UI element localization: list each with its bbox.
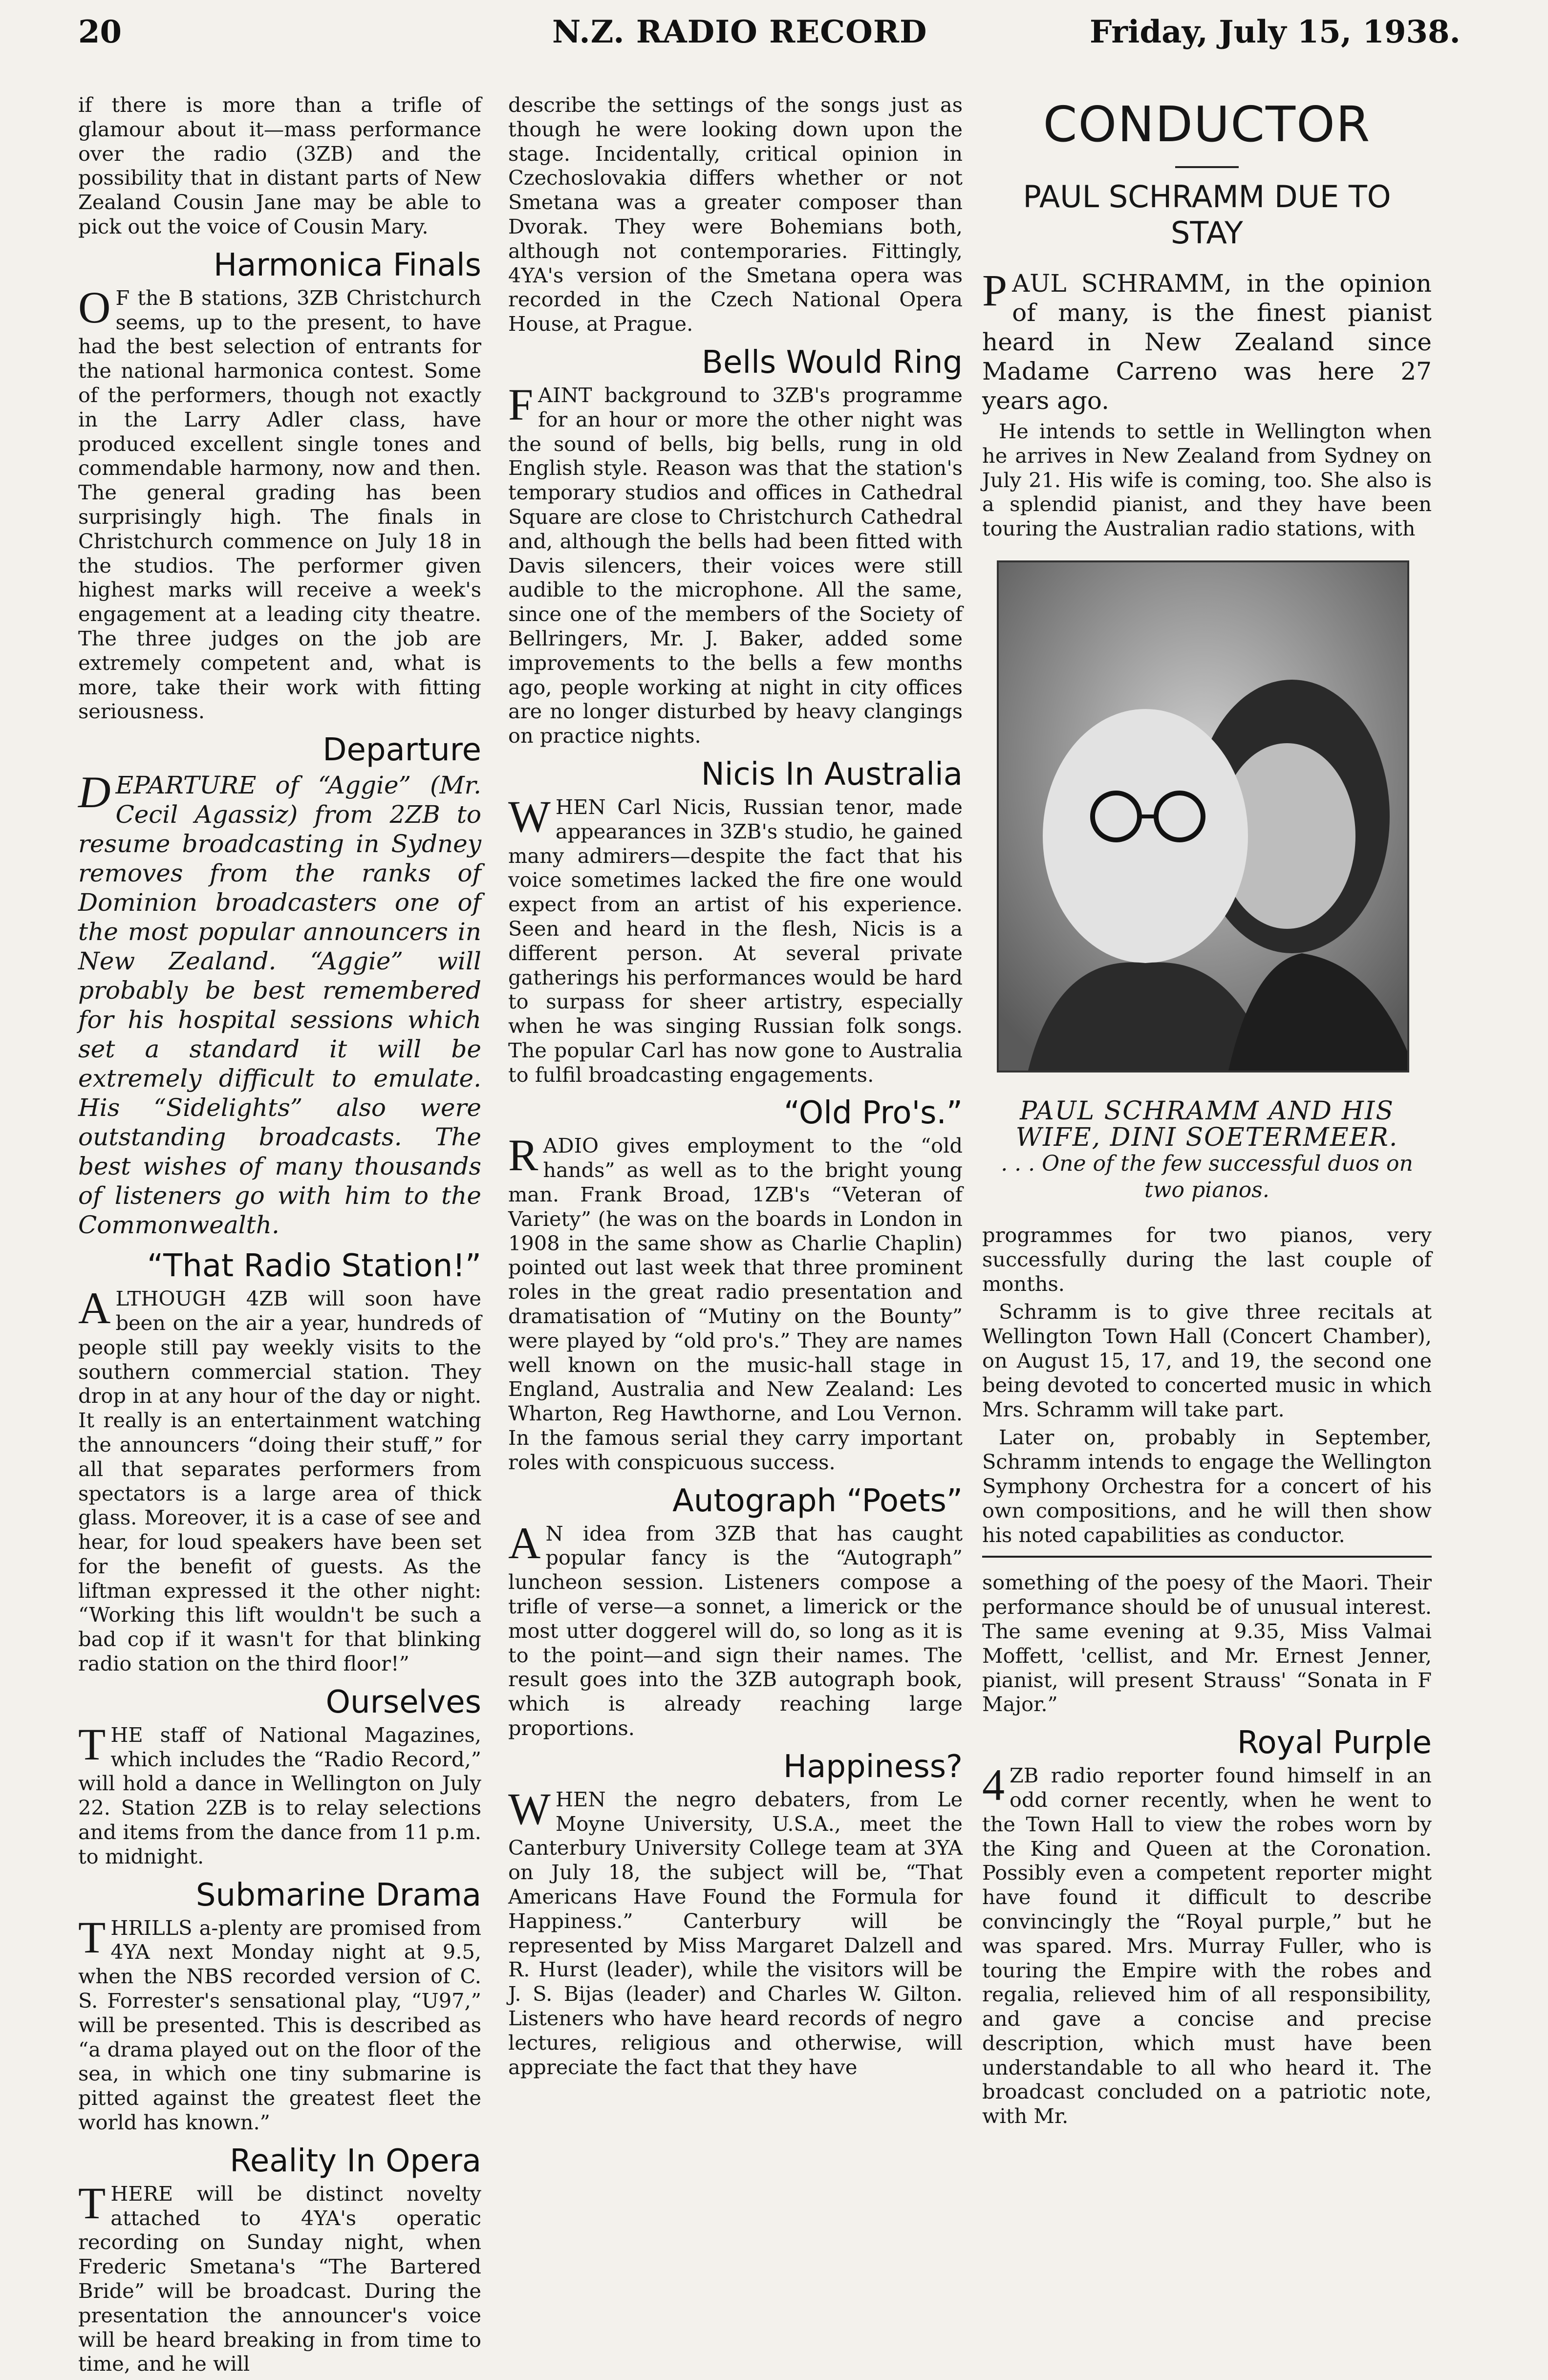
feature-title: CONDUCTOR [1043, 96, 1371, 153]
portrait-photo [997, 560, 1409, 1072]
article-that-radio-station: ALTHOUGH 4ZB will soon have been on the air a year, hundreds of people still pay weekly visits to the southern commercial station. They drop in at any hour of the day or night. It really is an entertainment watching the announcers “doing their stuff,” for all that separates performers from spectators is a large area of thick glass. Moreover, it is a case of see and hear, for loud speakers have been set for the benefit of guests. As the liftman expressed it the other night: “Working this lift wouldn't be such a bad cop if it wasn't for that blinking radio station on the third floor!” [78, 1283, 481, 1676]
feature-paragraph: Later on, probably in September, Schramm intends to engage the Wellington Symphony Orchestra for a concert of his own compositions, and he will then show his noted capabilities as conductor. [982, 1425, 1432, 1547]
heading-old-pros: “Old Pro's.” [784, 1095, 963, 1132]
drop-cap: 4 [982, 1760, 1005, 1810]
article-bells-would-ring: FAINT background to 3ZB's programme for an hour or more the other night was the sound of bells, big bells, rung in old English style. Reason was that the station's temporary studios and offices in Cathedral Square are close to Christchurch Cathedral and, although the bells had been fitted with Davis silencers, their voices were still audible to the microphone. All the same, since one of the members of the Society of Bellringers, Mr. J. Baker, added some improvements to the bells a few months ago, people working at night in city offices are no longer disturbed by heavy clangings on practice nights. [508, 379, 963, 748]
drop-cap: O [78, 282, 111, 332]
drop-cap: T [78, 1912, 106, 1962]
drop-cap: P [982, 265, 1008, 315]
column-1 [78, 93, 481, 2380]
drop-cap: F [508, 379, 534, 429]
title-rule [1175, 166, 1239, 168]
feature-subtitle: PAUL SCHRAMM DUE TO STAY [1023, 179, 1391, 251]
masthead: N.Z. RADIO RECORD [552, 14, 927, 50]
heading-autograph-poets: Autograph “Poets” [672, 1482, 963, 1519]
feature-paragraph: He intends to settle in Wellington when he arrives in New Zealand from Sydney on July 21. His wife is coming, too. She also is a splendid pianist, and they have been touring the Australian radio stations, with [982, 419, 1432, 541]
heading-harmonica-finals: Harmonica Finals [214, 247, 481, 283]
page-header [0, 14, 1548, 72]
article-continuation: if there is more than a trifle of glamour about it—mass performance over the radio (3ZB) and the possibility that in distant parts of New Zealand Cousin Jane may be able to pick out the voice of Cousin Mary. [78, 93, 481, 238]
drop-cap: A [78, 1283, 111, 1333]
article-departure: DEPARTURE of “Aggie” (Mr. Cecil Agassiz) from 2ZB to resume broadcasting in Sydney removes from the ranks of Dominion broadcasters one of the most popular announcers in New Zealand. “Aggie” will probably be best remembered for his hospital sessions which set a standard it will be extremely difficult to emulate. His “Sidelights” also were outstanding broadcasts. The best wishes of many thousands of listeners go with him to the Commonwealth. [78, 767, 481, 1240]
drop-cap: A [508, 1518, 541, 1568]
column-3 [982, 93, 1432, 2132]
article-reality-in-opera: THERE will be distinct novelty attached to 4YA's operatic recording on Sunday night, when Frederic Smetana's “The Bartered Bride” will be broadcast. During the presentation the announcer's voice will be heard breaking in from time to time, and he will [78, 2178, 481, 2376]
drop-cap: R [508, 1130, 538, 1180]
article-autograph-poets: A N idea from 3ZB that has caught popular fancy is the “Autograph” luncheon session. Listeners compose a trifle of verse—a sonnet, a limerick or the most utter doggerel will do, so long as it is to the point—and sign their names. The result goes into the 3ZB autograph book, which is already reaching large proportions. [508, 1518, 963, 1740]
caption-names: PAUL SCHRAMM AND HIS WIFE, DINI SOETERMEER. [1015, 1096, 1398, 1152]
feature-paragraph: programmes for two pianos, very successfully during the last couple of months. [982, 1222, 1432, 1296]
article-happiness: WHEN the negro debaters, from Le Moyne University, U.S.A., meet the Canterbury University College team at 3YA on July 18, the subject will be, “That Americans Have Found the Formula for Happiness.” Canterbury will be represented by Miss Margaret Dalzell and R. Hurst (leader), while the visitors will be J. S. Bijas (leader) and Charles W. Gilton. Listeners who have heard records of negro lectures, religious and otherwise, will appreciate the fact that they have [508, 1783, 963, 2079]
article-old-pros: RADIO gives employment to the “old hands” as well as to the bright young man. Frank Broad, 1ZB's “Veteran of Variety” (he was on the boards in London in 1908 in the same show as Charlie Chaplin) pointed out last week that three prominent roles in the great radio presentation and dramatisation of “Mutiny on the Bounty” were played by “old pro's.” They are names well known on the music-hall stage in England, Australia and New Zealand: Les Wharton, Reg Hawthorne, and Lou Vernon. In the famous serial they carry important roles with conspicuous success. [508, 1130, 963, 1474]
article-submarine-drama: THRILLS a-plenty are promised from 4YA next Monday night at 9.5, when the NBS recorded version of C. S. Forrester's sensational play, “U97,” will be presented. This is described as “a drama played out on the floor of the sea, in which one tiny submarine is pitted against the greatest fleet the world has known.” [78, 1912, 481, 2135]
article-harmonica-finals: O F the B stations, 3ZB Christchurch seems, up to the present, to have had the best selection of entrants for the national harmonica contest. Some of the performers, though not exactly in the Larry Adler class, have produced excellent single tones and commendable harmony, now and then. The general grading has been surprisingly high. The finals in Christchurch commence on July 18 in the studios. The performer given highest marks will receive a week's engagement at a leading city theatre. The three judges on the job are extremely competent and, what is more, take their work with fitting seriousness. [78, 282, 481, 724]
section-divider [982, 1556, 1432, 1558]
article-continuation: describe the settings of the songs just as though he were looking down upon the stage. Incidentally, critical opinion in Czechoslovakia differs whether or not Smetana was a greater composer than Dvorak. They were Bohemians both, although not contemporaries. Fittingly, 4YA's version of the Smetana opera was recorded in the Czech National Opera House, at Prague. [508, 93, 963, 336]
article-royal-purple: 4 ZB radio reporter found himself in an odd corner recently, when he went to the Town Hall to view the robes worn by the King and Queen at the Coronation. Possibly even a competent reporter might have found it difficult to describe convincingly the “Royal purple,” but he was spared. Mrs. Murray Fuller, who is touring the Empire with the robes and regalia, relieved him of all responsibility, and gave a concise and precise description, which must have been understandable to all who heard it. The broadcast concluded on a patriotic note, with Mr. [982, 1760, 1432, 2128]
heading-submarine-drama: Submarine Drama [195, 1877, 481, 1913]
heading-reality-in-opera: Reality In Opera [230, 2143, 481, 2179]
column-2 [508, 93, 963, 2083]
article-nicis-in-australia: WHEN Carl Nicis, Russian tenor, made appearances in 3ZB's studio, he gained many admirers—despite the fact that his voice sometimes lacked the fire one would expect from an artist of his experience. Seen and heard in the flesh, Nicis is a different person. At several private gatherings his performances would be hard to surpass for sheer artistry, especially when he was singing Russian folk songs. The popular Carl has now gone to Australia to fulfil broadcasting engagements. [508, 791, 963, 1087]
drop-cap: W [508, 1783, 551, 1834]
caption-text: . . . One of the few successful duos on two pianos. [1001, 1151, 1413, 1202]
heading-royal-purple: Royal Purple [1237, 1725, 1432, 1761]
heading-ourselves: Ourselves [325, 1684, 481, 1720]
portrait-illustration [999, 562, 1407, 1071]
heading-bells-would-ring: Bells Would Ring [702, 344, 963, 381]
drop-cap: T [78, 1719, 106, 1769]
article-ourselves: THE staff of National Magazines, which includes the “Radio Record,” will hold a dance in Wellington on July 22. Station 2ZB is to relay selections and items from the dance from 11 p.m. to midnight. [78, 1719, 481, 1868]
article-continuation: something of the poesy of the Maori. Their performance should be of unusual interest. The same evening at 9.35, Miss Valmai Moffett, 'cellist, and Mr. Ernest Jenner, pianist, will present Strauss' “Sonata in F Major.” [982, 1570, 1432, 1716]
drop-cap: W [508, 791, 551, 841]
heading-nicis-in-australia: Nicis In Australia [701, 756, 963, 793]
drop-cap: T [78, 2178, 106, 2228]
drop-cap: D [78, 767, 111, 817]
issue-date: Friday, July 15, 1938. [1090, 14, 1461, 50]
heading-happiness: Happiness? [783, 1748, 963, 1785]
feature-paragraph: Schramm is to give three recitals at Wellington Town Hall (Concert Chamber), on August 15, 17, and 19, the second one being devoted to concerted music in which Mrs. Schramm will take part. [982, 1300, 1432, 1421]
page-number: 20 [78, 14, 122, 50]
heading-that-radio-station: “That Radio Station!” [147, 1248, 481, 1285]
heading-departure: Departure [322, 732, 481, 769]
feature-lead: PAUL SCHRAMM, in the opinion of many, is the finest pianist heard in New Zealand since Madame Carreno was here 27 years ago. [982, 265, 1432, 415]
photo-caption [982, 1098, 1432, 1203]
